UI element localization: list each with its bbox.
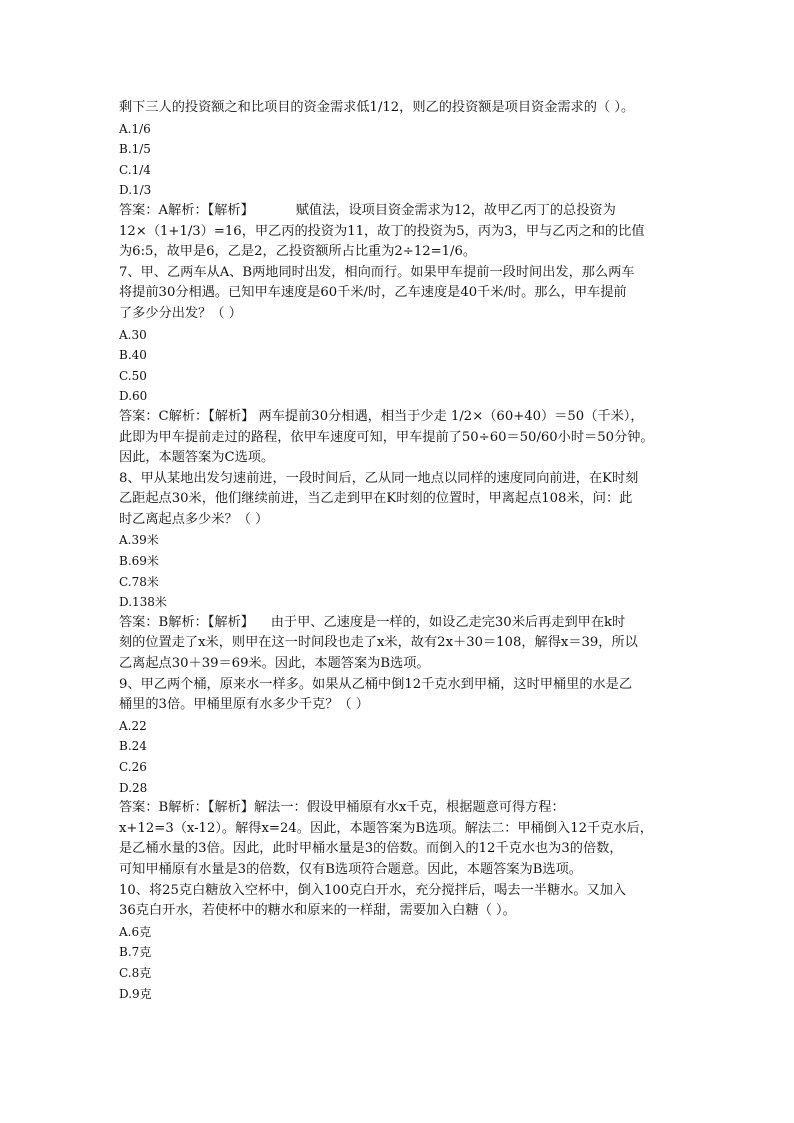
question-text-line: 时乙离起点多少米？（ ）	[119, 511, 269, 527]
answer-option: D.1/3	[119, 183, 152, 198]
answer-explanation-line: 是乙桶水量的3倍。因此，此时甲桶水量是3的倍数。而倒入的12千克水也为3的倍数，	[119, 841, 623, 857]
answer-option: A.39米	[119, 533, 159, 548]
answer-option: B.1/5	[119, 142, 151, 157]
answer-explanation-line: 因此，本题答案为C选项。	[119, 450, 275, 466]
answer-explanation-line: x+12=3（x-12）。解得x=24。因此，本题答案为B选项。解法二：甲桶倒入12千克水后，	[119, 820, 653, 836]
question-text-line: 8、甲从某地出发匀速前进，一段时间后，乙从同一地点以同样的速度同向前进，在K时刻	[119, 470, 639, 486]
answer-option: D.138米	[119, 595, 167, 610]
question-text-line: 10、将25克白糖放入空杯中，倒入100克白开水，充分搅拌后，喝去一半糖水。又加入	[119, 882, 627, 898]
answer-explanation-line: 乙离起点30＋39＝69米。因此，本题答案为B选项。	[119, 656, 430, 672]
answer-explanation-line: 答案：C解析：【解析】 两车提前30分相遇，相当于少走 1/2×（60+40）＝50（千米），	[119, 408, 644, 424]
answer-option: B.24	[119, 739, 147, 754]
answer-explanation-line: 答案：B解析：【解析】解法一：假设甲桶原有水x千克，根据题意可得方程：	[119, 800, 565, 816]
answer-option: C.78米	[119, 574, 159, 589]
answer-explanation-line: 为6:5，故甲是6，乙是2，乙投资额所占比重为2÷12=1/6。	[119, 244, 477, 260]
question-text-line: 了多少分出发？（ ）	[119, 305, 242, 321]
answer-option: A.6克	[119, 924, 152, 939]
answer-option: D.28	[119, 780, 148, 795]
question-text-line: 剩下三人的投资额之和比项目的资金需求低1/12，则乙的投资额是项目资金需求的（ ）。	[119, 100, 635, 115]
answer-option: C.8克	[119, 965, 152, 980]
answer-option: B.7克	[119, 945, 152, 960]
answer-option: A.1/6	[119, 121, 151, 136]
answer-explanation-line: 12×（1+1/3）=16，甲乙丙的投资为11，故丁的投资为5，丙为3，甲与乙丙之和的比值	[119, 223, 645, 239]
question-text-line: 乙距起点30米，他们继续前进，当乙走到甲在K时刻的位置时，甲离起点108米，问：此	[119, 491, 633, 507]
answer-explanation-line: 此即为甲车提前走过的路程，依甲车速度可知，甲车提前了50÷60＝50/60小时＝50分钟。	[119, 429, 654, 445]
answer-option: D.60	[119, 389, 148, 404]
answer-option: C.1/4	[119, 162, 151, 177]
question-text-line: 桶里的3倍。甲桶里原有水多少千克？（ ）	[119, 697, 369, 713]
answer-option: A.22	[119, 718, 147, 733]
answer-option: C.26	[119, 760, 147, 774]
answer-explanation-line: 答案：B解析：【解析】 由于甲、乙速度是一样的，如设乙走完30米后再走到甲在k时	[119, 614, 626, 630]
question-text-line: 36克白开水，若使杯中的糖水和原来的一样甜，需要加入白糖（ ）。	[119, 903, 516, 919]
answer-option: C.50	[119, 368, 147, 383]
answer-explanation-line: 刻的位置走了x米，则甲在这一时间段也走了x米，故有2x＋30＝108，解得x＝39，所以	[119, 635, 638, 651]
answer-option: B.69米	[119, 554, 159, 569]
question-text-line: 将提前30分相遇。已知甲车速度是60千米/时，乙车速度是40千米/时。那么，甲车提前	[119, 285, 627, 301]
answer-explanation-line: 答案：A解析：【解析】 赋值法，设项目资金需求为12，故甲乙丙丁的总投资为	[119, 202, 616, 218]
answer-option: A.30	[119, 327, 147, 342]
answer-explanation-line: 可知甲桶原有水量是3的倍数，仅有B选项符合题意。因此，本题答案为B选项。	[119, 861, 582, 877]
question-text-line: 7、甲、乙两车从A、B两地同时出发，相向而行。如果甲车提前一段时间出发，那么两车	[119, 264, 635, 280]
answer-option: B.40	[119, 348, 147, 363]
question-text-line: 9、甲乙两个桶，原来水一样多。如果从乙桶中倒12千克水到甲桶，这时甲桶里的水是乙	[119, 676, 633, 692]
answer-option: D.9克	[119, 986, 152, 1001]
document-page	[119, 98, 679, 1004]
